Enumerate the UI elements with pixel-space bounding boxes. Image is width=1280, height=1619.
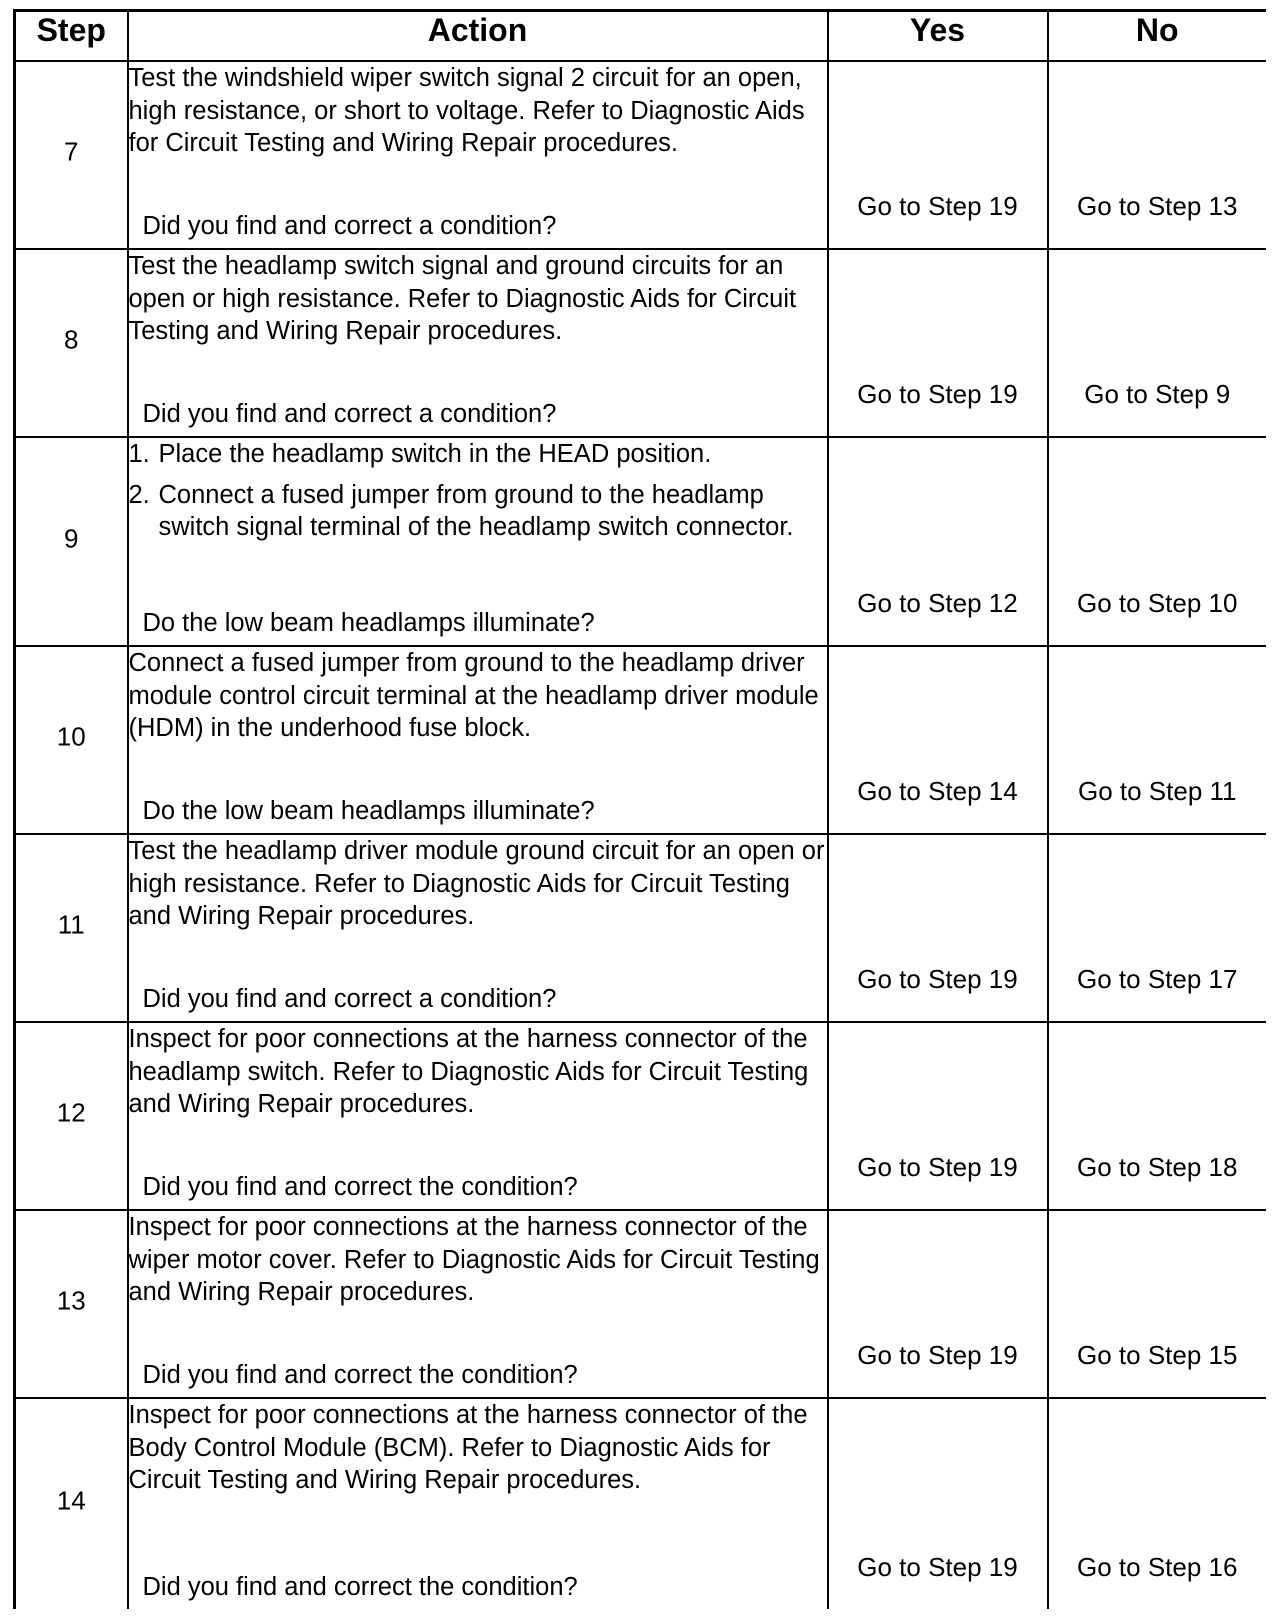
- list-item-number: 1.: [128, 440, 150, 468]
- no-cell: [1048, 249, 1267, 437]
- action-question: Do the low beam headlamps illuminate?: [142, 608, 595, 637]
- action-question: Did you find and correct a condition?: [142, 399, 557, 428]
- action-text: Connect a fused jumper from ground to the headlamp driver module control circuit terminal at the headlamp driver module (HDM) in the underhood fuse block.: [128, 649, 819, 742]
- step-number: 14: [56, 1485, 86, 1516]
- yes-result: Go to Step 19: [857, 191, 1018, 221]
- yes-result: Go to Step 19: [857, 379, 1018, 409]
- no-cell: [1048, 1210, 1267, 1398]
- step-number: 10: [56, 721, 86, 752]
- action-cell: [128, 437, 828, 646]
- action-cell: [128, 249, 828, 437]
- action-cell: [128, 646, 828, 834]
- no-cell: [1048, 61, 1267, 249]
- no-result: Go to Step 17: [1077, 964, 1238, 994]
- step-number: 12: [56, 1097, 86, 1128]
- list-item-text: Place the headlamp switch in the HEAD position.: [158, 440, 712, 468]
- no-result: Go to Step 10: [1077, 588, 1238, 618]
- list-item: [129, 479, 827, 544]
- action-cell: [128, 1398, 828, 1609]
- action-text: Inspect for poor connections at the harness connector of the Body Control Module (BCM). Refer to Diagnostic Aids for Circuit Testing and Wiring Repair procedures.: [128, 1401, 808, 1494]
- step-number-cell: [15, 1210, 128, 1398]
- table-row: [15, 1398, 1267, 1609]
- action-cell: [128, 61, 828, 249]
- action-step-list: [129, 438, 827, 544]
- yes-cell: [828, 437, 1048, 646]
- step-number: 13: [56, 1285, 86, 1316]
- no-result: Go to Step 13: [1077, 191, 1238, 221]
- step-number-cell: [15, 646, 128, 834]
- table-row: [15, 834, 1267, 1022]
- step-number-cell: [15, 249, 128, 437]
- yes-cell: [828, 61, 1048, 249]
- yes-cell: [828, 1022, 1048, 1210]
- header-yes: Yes: [828, 11, 1048, 62]
- action-question: Did you find and correct the condition?: [142, 1360, 578, 1389]
- action-text: Inspect for poor connections at the harness connector of the headlamp switch. Refer to Diagnostic Aids for Circuit Testing and Wiring Repair procedures.: [128, 1025, 809, 1118]
- action-question: Did you find and correct a condition?: [142, 211, 557, 240]
- list-item-text: Connect a fused jumper from ground to the headlamp switch signal terminal of the headlamp switch connector.: [158, 480, 794, 541]
- no-cell: [1048, 1398, 1267, 1609]
- yes-cell: [828, 646, 1048, 834]
- action-question: Did you find and correct a condition?: [142, 984, 557, 1013]
- step-number: 8: [64, 324, 79, 355]
- header-step: Step: [15, 11, 128, 62]
- diagnostic-table-sheet: [13, 9, 1266, 1619]
- no-result: Go to Step 15: [1077, 1340, 1238, 1370]
- action-cell: [128, 834, 828, 1022]
- action-text: Test the headlamp switch signal and ground circuits for an open or high resistance. Refer to Diagnostic Aids for Circuit Testing and Wiring Repair procedures.: [128, 252, 797, 345]
- header-no: No: [1048, 11, 1267, 62]
- action-question: Did you find and correct the condition?: [142, 1572, 578, 1601]
- table-row: [15, 61, 1267, 249]
- no-result: Go to Step 16: [1077, 1552, 1238, 1582]
- no-cell: [1048, 437, 1267, 646]
- action-cell: [128, 1022, 828, 1210]
- step-number: 9: [64, 522, 79, 553]
- no-result: Go to Step 11: [1077, 776, 1237, 806]
- list-item: [129, 438, 827, 471]
- step-number-cell: [15, 61, 128, 249]
- table-row: [15, 646, 1267, 834]
- table-row: [15, 1210, 1267, 1398]
- table-row: [15, 249, 1267, 437]
- action-text: Test the windshield wiper switch signal 2 circuit for an open, high resistance, or short to voltage. Refer to Diagnostic Aids for Circuit Testing and Wiring Repair procedures.: [128, 64, 805, 157]
- action-question: Did you find and correct the condition?: [142, 1172, 578, 1201]
- yes-cell: [828, 834, 1048, 1022]
- yes-result: Go to Step 19: [857, 1152, 1018, 1182]
- action-question: Do the low beam headlamps illuminate?: [142, 796, 595, 825]
- yes-result: Go to Step 14: [857, 776, 1018, 806]
- yes-cell: [828, 1210, 1048, 1398]
- no-cell: [1048, 1022, 1267, 1210]
- yes-cell: [828, 1398, 1048, 1609]
- no-cell: [1048, 834, 1267, 1022]
- table-row: [15, 1022, 1267, 1210]
- yes-result: Go to Step 19: [857, 1552, 1018, 1582]
- step-number: 11: [57, 909, 85, 940]
- list-item-number: 2.: [128, 480, 150, 509]
- no-result: Go to Step 9: [1084, 379, 1231, 409]
- step-number-cell: [15, 1398, 128, 1609]
- step-number-cell: [15, 1022, 128, 1210]
- no-result: Go to Step 18: [1077, 1152, 1238, 1182]
- header-row: [15, 11, 1267, 62]
- step-number: 7: [64, 136, 79, 167]
- table-row: [15, 437, 1267, 646]
- diagnostic-table: [13, 9, 1266, 1609]
- step-number-cell: [15, 437, 128, 646]
- yes-result: Go to Step 19: [857, 1340, 1018, 1370]
- no-cell: [1048, 646, 1267, 834]
- step-number-cell: [15, 834, 128, 1022]
- yes-result: Go to Step 12: [857, 588, 1018, 618]
- action-text: Inspect for poor connections at the harness connector of the wiper motor cover. Refer to Diagnostic Aids for Circuit Testing and Wiring Repair procedures.: [128, 1213, 820, 1306]
- header-action: Action: [128, 11, 828, 62]
- yes-cell: [828, 249, 1048, 437]
- action-text: Test the headlamp driver module ground circuit for an open or high resistance. Refer to Diagnostic Aids for Circuit Testing and Wiring Repair procedures.: [128, 837, 825, 930]
- action-cell: [128, 1210, 828, 1398]
- yes-result: Go to Step 19: [857, 964, 1018, 994]
